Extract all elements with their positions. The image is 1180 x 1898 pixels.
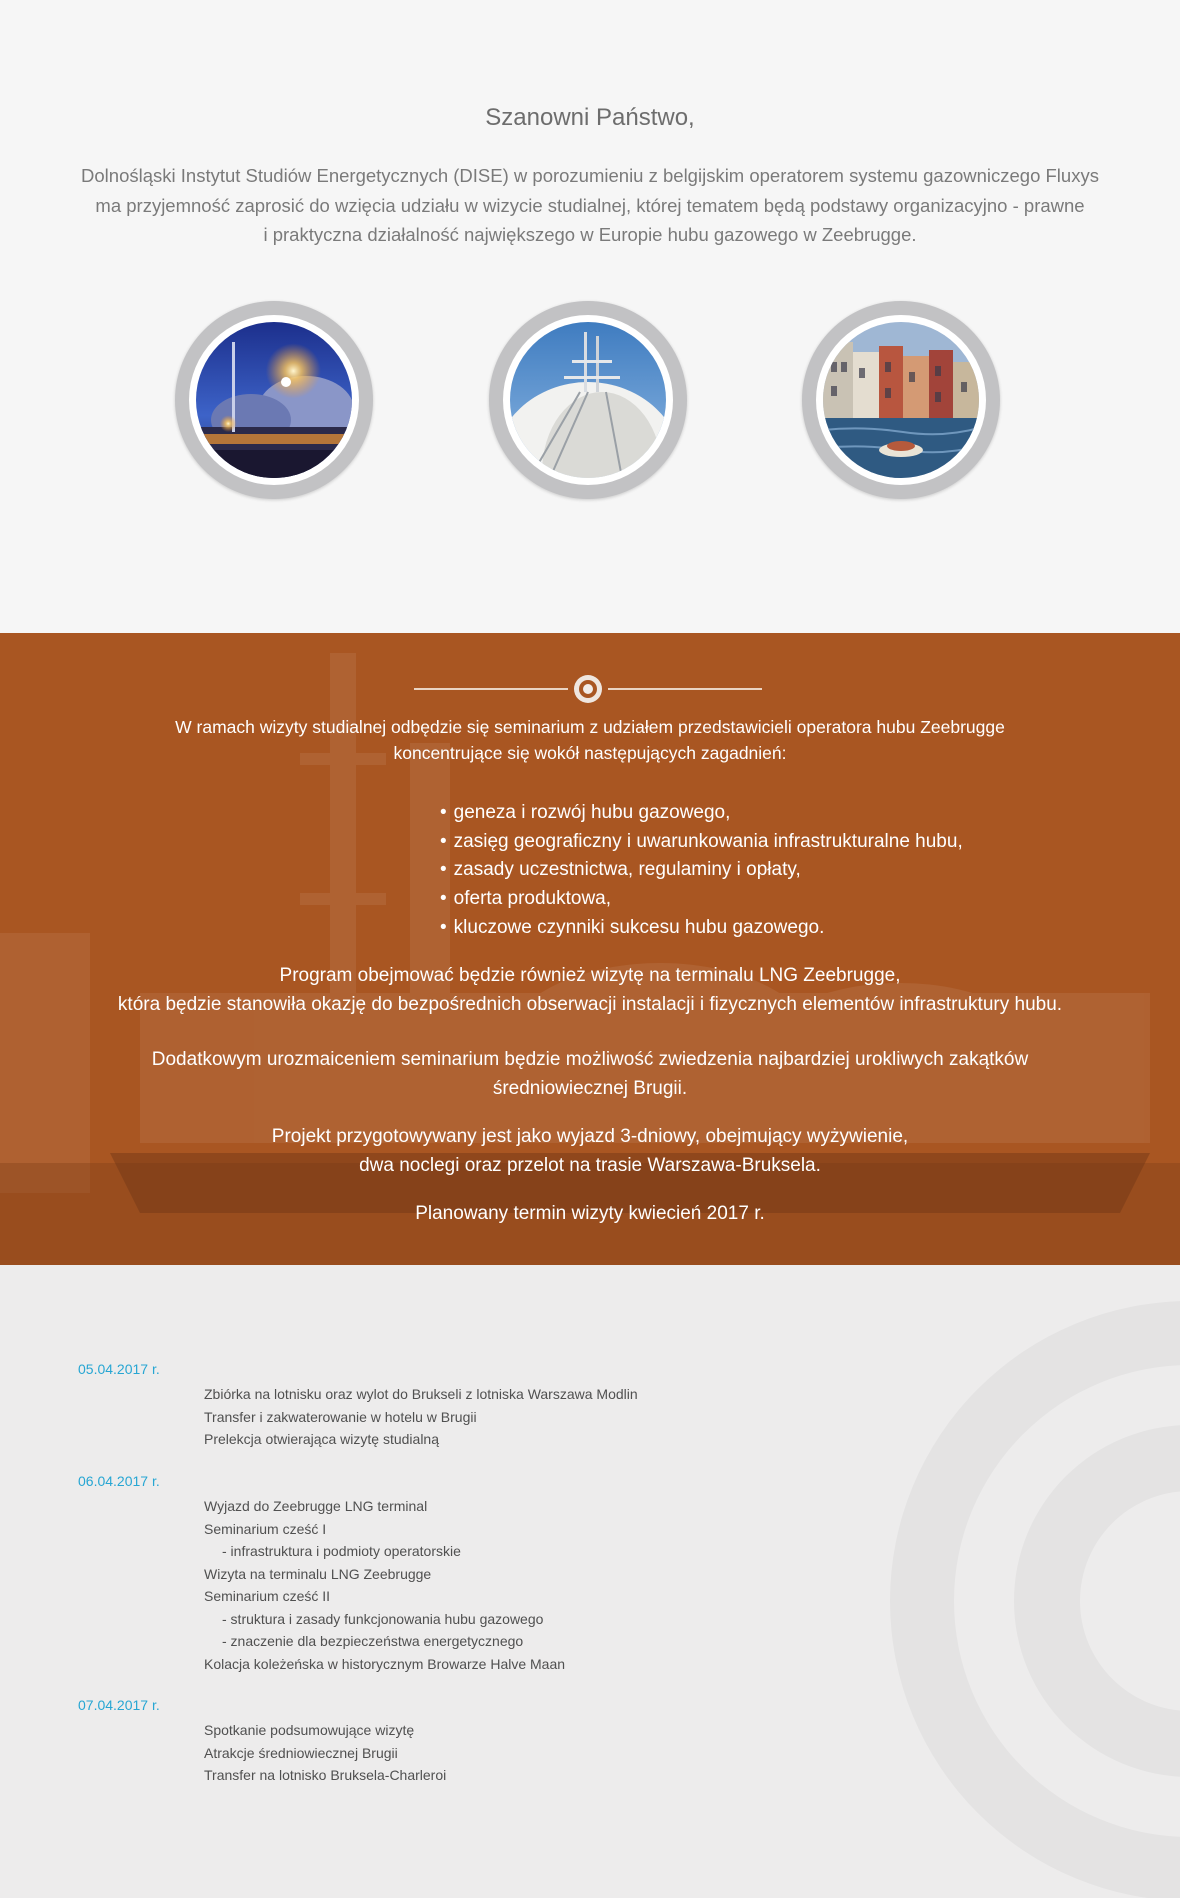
list-item: Atrakcje średniowiecznej Brugii [204, 1744, 398, 1761]
decorative-rings-icon [890, 1301, 1180, 1898]
intro-section [0, 0, 1180, 633]
day-items [204, 1495, 565, 1675]
list-item: • zasady uczestnictwa, regulaminy i opłaty, [440, 856, 1140, 885]
program-section [0, 633, 1180, 1265]
list-item: • kluczowe czynniki sukcesu hubu gazowego. [440, 914, 1140, 943]
trip-paragraph: Projekt przygotowywany jest jako wyjazd 3-dniowy, obejmujący wyżywienie, dwa noclegi oraz przelot na trasie Warszawa-Bruksela. [271, 1126, 909, 1176]
term-paragraph: Planowany termin wizyty kwiecień 2017 r. [415, 1203, 765, 1224]
list-item: Prelekcja otwierająca wizytę studialną [204, 1431, 439, 1447]
list-item: - infrastruktura i podmioty operatorskie [222, 1543, 461, 1559]
list-item: • oferta produktowa, [440, 885, 1140, 914]
bruges-canal-photo [802, 301, 1000, 499]
list-item: Wyjazd do Zeebrugge LNG terminal [204, 1498, 428, 1514]
lead-line: W ramach wizyty studialnej odbędzie się seminarium z udziałem przedstawicieli operatora hubu Zeebrugge [175, 717, 1005, 737]
list-item: Seminarium cześć I [204, 1520, 327, 1537]
list-item: • geneza i rozwój hubu gazowego, [440, 799, 1140, 828]
topics-list [440, 799, 1140, 943]
list-item: Kolacja koleżeńska w historycznym Browarze Halve Maan [204, 1655, 566, 1672]
bruges-paragraph: Dodatkowym urozmaiceniem seminarium będzie możliwość zwiedzenia najbardziej urokliwych zakątków średniowiecznej Brugii. [151, 1049, 1029, 1099]
program-lead [0, 714, 1180, 766]
day-items [204, 1719, 446, 1787]
list-item: Transfer i zakwaterowanie w hotelu w Brugii [204, 1408, 477, 1425]
list-item: Transfer na lotnisko Bruksela-Charleroi [204, 1767, 447, 1783]
list-item: • zasięg geograficzny i uwarunkowania infrastrukturalne hubu, [440, 828, 1140, 857]
intro-line: ma przyjemność zaprosić do wzięcia udziału w wizycie studialnej, której tematem będą podstawy organizacyjno - prawne [95, 194, 1085, 216]
list-item: - struktura i zasady funkcjonowania hubu gazowego [222, 1610, 544, 1627]
schedule-section [0, 1265, 1180, 1898]
gas-terminal-night-photo [175, 301, 373, 499]
day-items [204, 1383, 638, 1451]
day-date: 06.04.2017 r. [78, 1473, 160, 1489]
terminal-paragraph: Program obejmować będzie również wizytę na terminalu LNG Zeebrugge, która będzie stanowiła okazję do bezpośrednich obserwacji instalacji i fizycznych elementów infrastruktury hubu. [117, 965, 1063, 1015]
day-date: 05.04.2017 r. [78, 1361, 160, 1377]
list-item: Wizyta na terminalu LNG Zeebrugge [204, 1565, 432, 1582]
intro-line: Dolnośląski Instytut Studiów Energetycznych (DISE) w porozumieniu z belgijskim operatorem systemu gazowniczego Fluxys [81, 165, 1099, 186]
intro-line: i praktyczna działalność największego w Europie hubu gazowego w Zeebrugge. [263, 224, 917, 245]
lead-line: koncentrujące się wokół następujących zagadnień: [393, 743, 787, 763]
list-item: Seminarium cześć II [204, 1588, 331, 1604]
list-item: Zbiórka na lotnisku oraz wylot do Brukseli z lotniska Warszawa Modlin [204, 1386, 638, 1402]
intro-paragraph [50, 161, 1130, 250]
greeting-heading: Szanowni Państwo, [485, 104, 695, 131]
lng-tank-photo [489, 301, 687, 499]
section-divider [0, 674, 1180, 704]
list-item: Spotkanie podsumowujące wizytę [204, 1722, 415, 1738]
list-item: - znaczenie dla bezpieczeństwa energetycznego [222, 1633, 524, 1649]
day-date: 07.04.2017 r. [78, 1697, 160, 1713]
